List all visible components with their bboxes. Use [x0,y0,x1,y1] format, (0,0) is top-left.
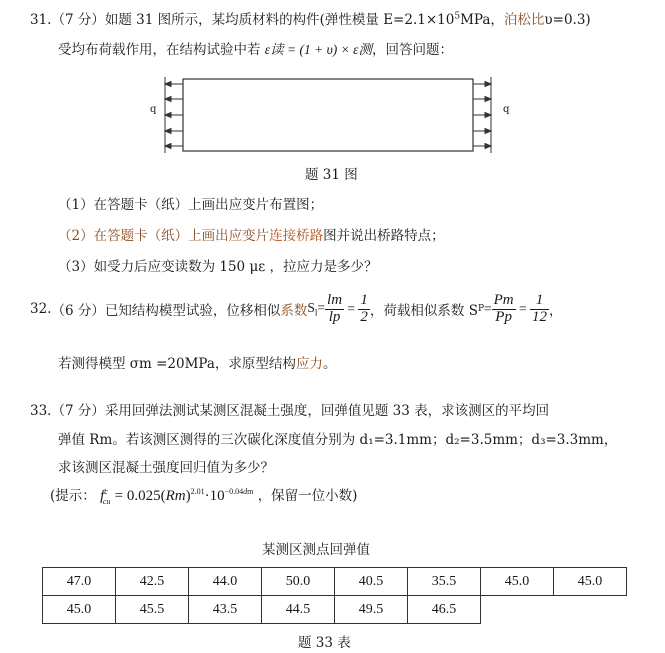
table-cell: 50.0 [262,568,335,596]
q32-line2: 若测得模型 σm =20MPa，求原型结构应力。 [58,356,337,372]
table-cell: 43.5 [189,596,262,624]
table-cell-empty [554,596,627,624]
table-cell-empty [481,596,554,624]
table-cell: 40.5 [335,568,408,596]
q31-line1: 31.（7 分）如题 31 图所示，某均质材料的构件(弹性模量 $E=2.1\times 10^5MPa$，泊松比υ=0.3) [30,11,591,28]
load-label-right: q [503,104,510,115]
beam-body [183,79,473,151]
table-cell: 45.5 [116,596,189,624]
q31-sub1: （1）在答题卡（纸）上画出应变片布置图； [58,197,324,213]
table-33-title: 某测区测点回弹值 [262,542,370,558]
one-half: $\frac{1}{2}$ [360,291,368,325]
right-load-arrows [473,77,491,153]
table-cell: 45.0 [481,568,554,596]
table-row [43,568,627,596]
q32-line1: 32. （6 分） 已知结构模型试验，位移相似 系数 $S_l=$ $\frac{lm}{lp}$ = $\frac{1}{2}$ ，荷载相似系数 S P = $\frac{Pm}{Pp}$ = $\frac{1}{12}$ ， [30,291,563,325]
table-cell: 44.0 [189,568,262,596]
table-cell: 45.0 [554,568,627,596]
table-cell: 44.5 [262,596,335,624]
q31-sub2: （2）在答题卡（纸）上画出应变片连接桥路图并说出桥路特点； [58,228,445,244]
rebound-value-table [42,567,627,624]
q33-hint: (提示： $f^c_{cu} = 0.025(Rm)^{2.01}\cdot 10^{-0.04dm}$ ，保留一位小数) [50,487,358,506]
left-load-arrows [165,77,183,153]
table-33-caption: 题 33 表 [298,635,351,651]
table-cell: 45.0 [43,596,116,624]
table-row [43,596,627,624]
strain-formula: ε读 = (1 + υ) × ε测 [264,42,372,57]
one-twelfth: $\frac{1}{12}$ [532,291,548,325]
table-cell: 46.5 [408,596,481,624]
table-cell: 35.5 [408,568,481,596]
q31-sub3: （3）如受力后应变读数为 150 με ，拉应力是多少？ [58,259,378,275]
figure-31-caption: 题 31 图 [305,167,358,183]
q33-line2: 弹值 Rm。若该测区测得的三次碳化深度值分别为 d₁=3.1mm；d₂=3.5mm；d₃=3.3mm， [58,432,618,448]
figure-31-beam [145,75,515,155]
q31-line2: 受均布荷载作用，在结构试验中若 ε读 = (1 + υ) × ε测，回答问题： [58,42,453,58]
table-cell: 49.5 [335,596,408,624]
q33-line1: 33.（7 分）采用回弹法测试某测区混凝土强度，回弹值见题 33 表，求该测区的平均回 [30,403,550,419]
load-label-left: q [150,104,157,115]
table-cell: 47.0 [43,568,116,596]
table-cell: 42.5 [116,568,189,596]
q33-line3: 求该测区混凝土强度回归值为多少？ [58,460,274,476]
lm-over-lp: $\frac{lm}{lp}$ [327,291,343,325]
pm-over-pp: $\frac{Pm}{Pp}$ [493,291,514,325]
